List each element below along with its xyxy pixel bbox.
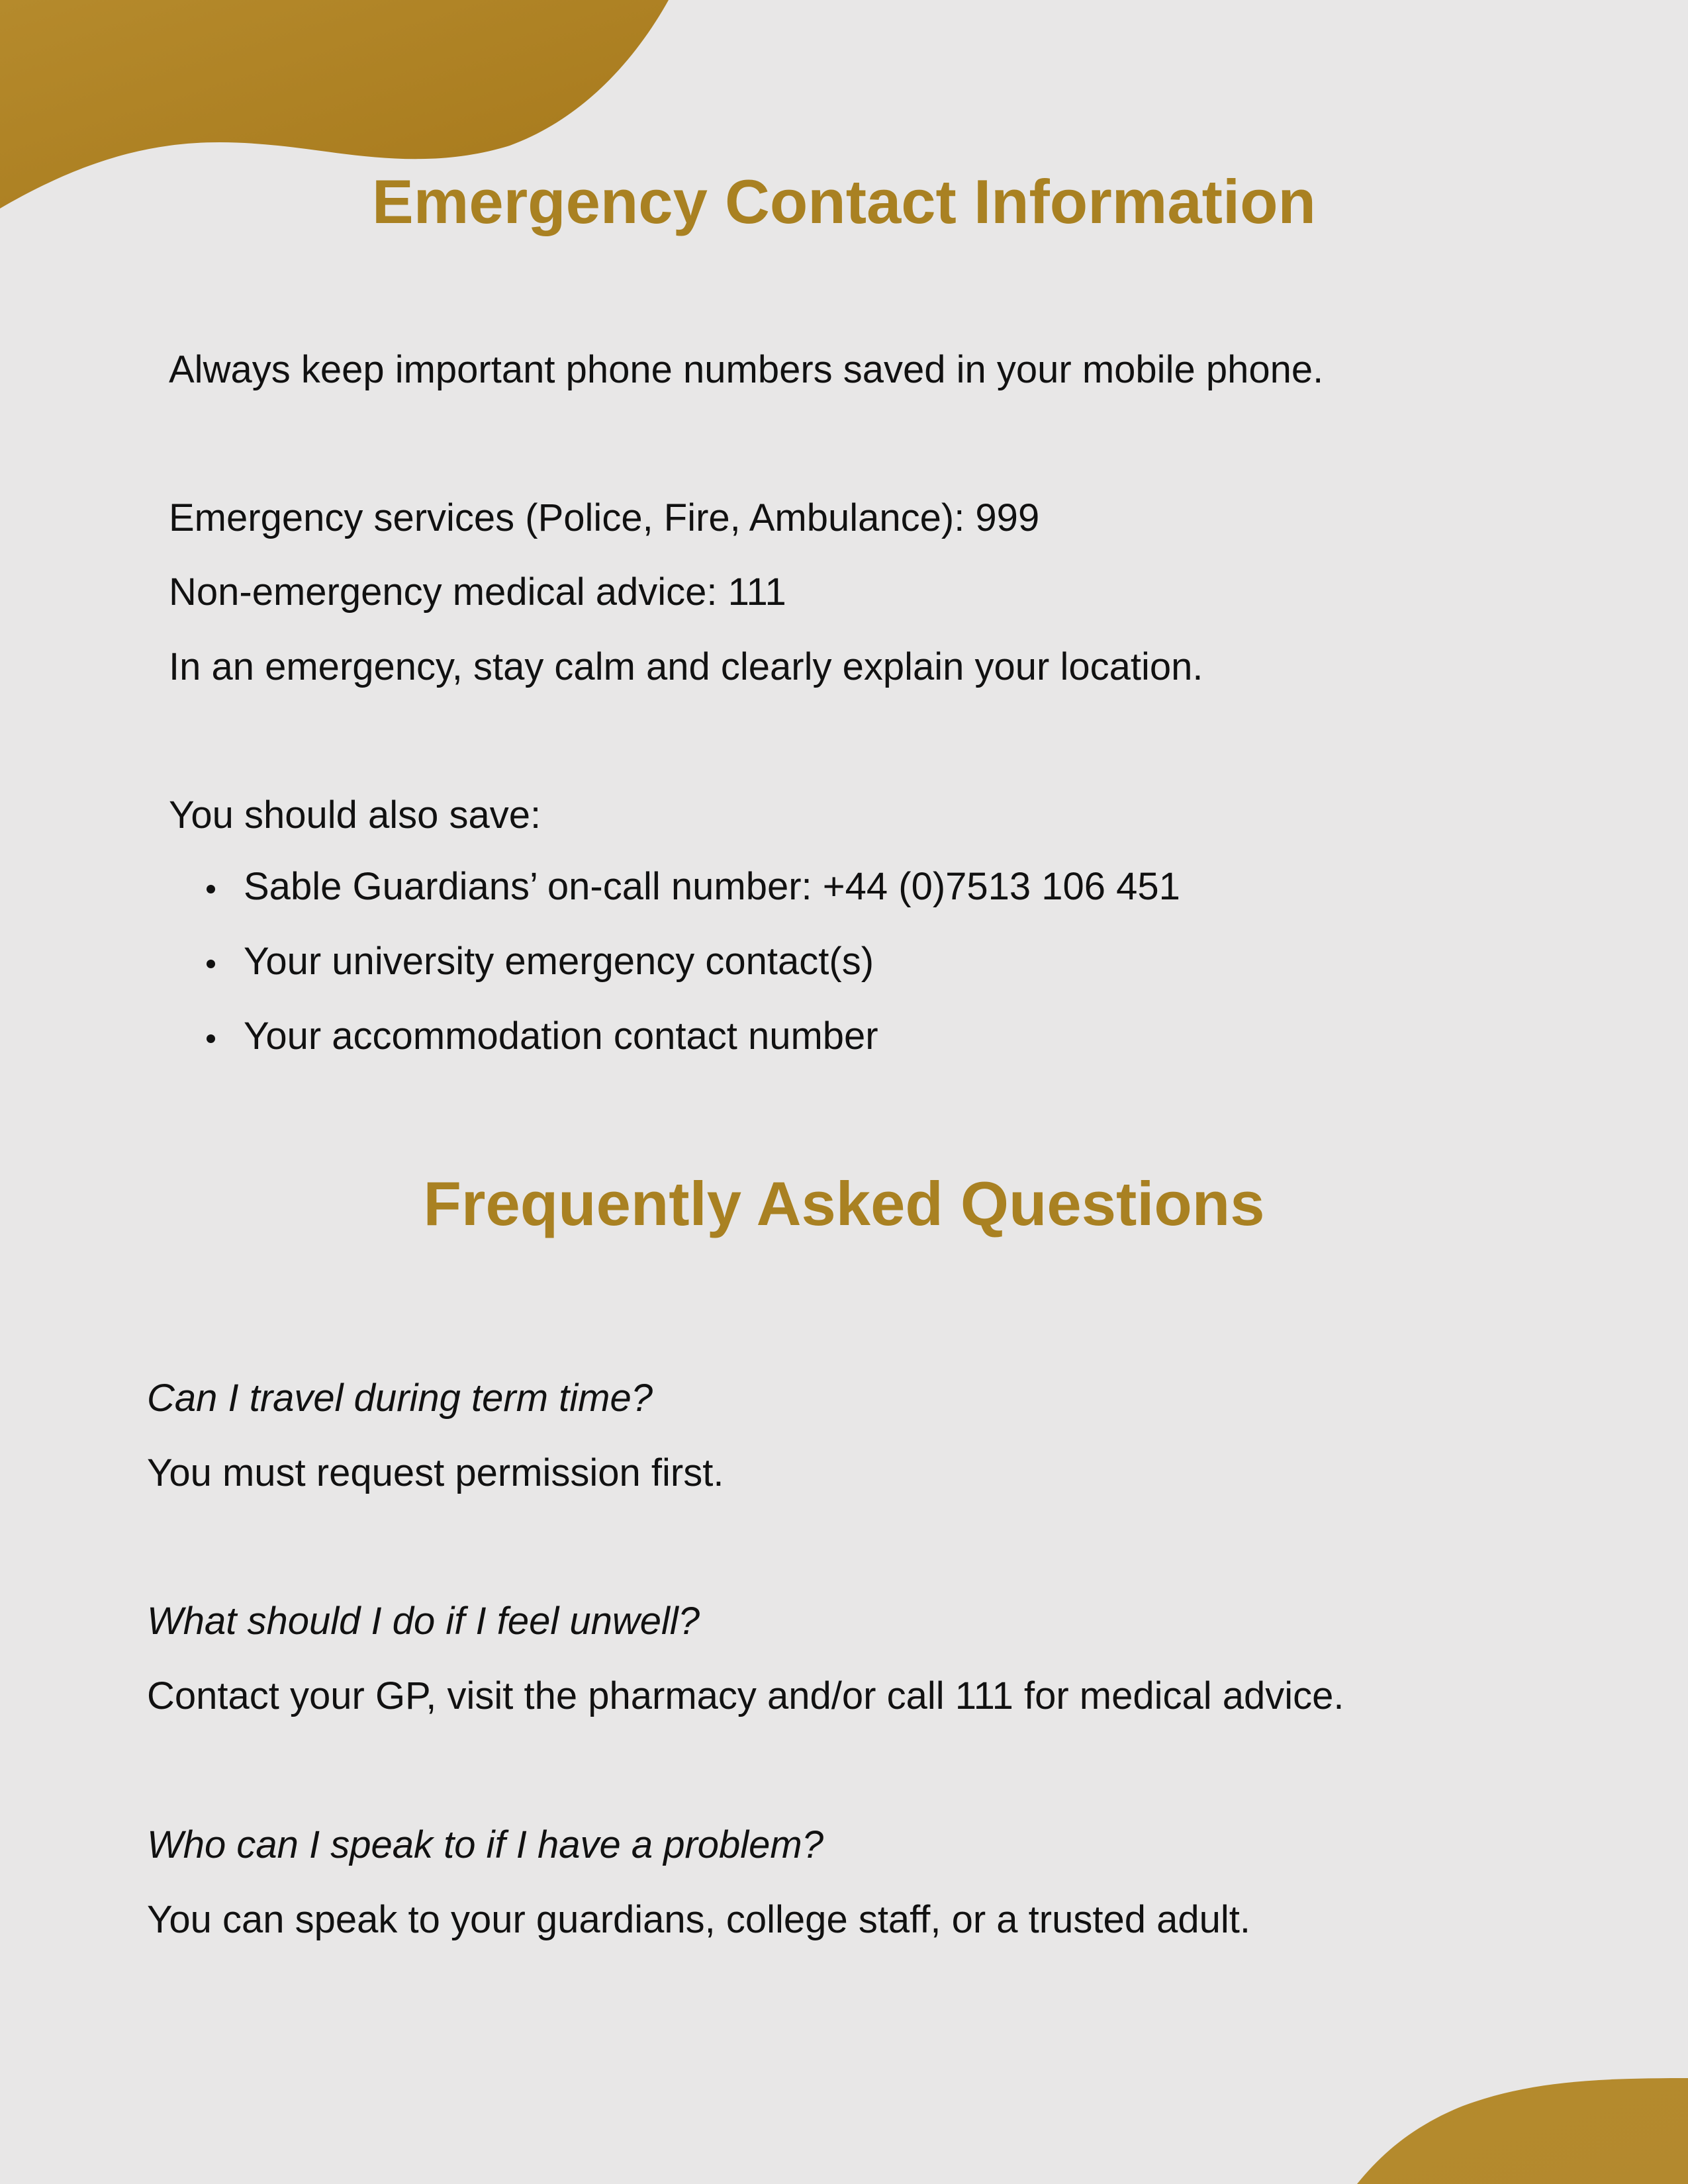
- faq-answer: You must request permission first.: [147, 1451, 724, 1494]
- bullet-icon: [207, 885, 215, 893]
- intro-text: Always keep important phone numbers saved in your mobile phone.: [169, 348, 1324, 391]
- decorative-corner-shape-bottom: [1357, 2052, 1688, 2184]
- bullet-icon: [207, 960, 215, 968]
- save-intro: You should also save:: [169, 794, 541, 837]
- list-item-text: Your accommodation contact number: [244, 1015, 878, 1058]
- list-item-text: Sable Guardians’ on-call number: +44 (0)7513 106 451: [244, 865, 1180, 908]
- faq-question: What should I do if I feel unwell?: [147, 1600, 700, 1643]
- faq-title: Frequently Asked Questions: [423, 1169, 1265, 1238]
- faq-question: Can I travel during term time?: [147, 1377, 653, 1420]
- bullet-icon: [207, 1034, 215, 1043]
- emergency-advice: In an emergency, stay calm and clearly explain your location.: [169, 645, 1203, 688]
- emergency-services-number: Emergency services (Police, Fire, Ambulance): 999: [169, 496, 1040, 539]
- faq-answer: You can speak to your guardians, college staff, or a trusted adult.: [147, 1898, 1250, 1941]
- emergency-contact-title: Emergency Contact Information: [372, 167, 1316, 236]
- non-emergency-number: Non-emergency medical advice: 111: [169, 570, 786, 614]
- list-item-text: Your university emergency contact(s): [244, 940, 874, 983]
- faq-answer: Contact your GP, visit the pharmacy and/or call 111 for medical advice.: [147, 1674, 1344, 1717]
- faq-question: Who can I speak to if I have a problem?: [147, 1823, 823, 1866]
